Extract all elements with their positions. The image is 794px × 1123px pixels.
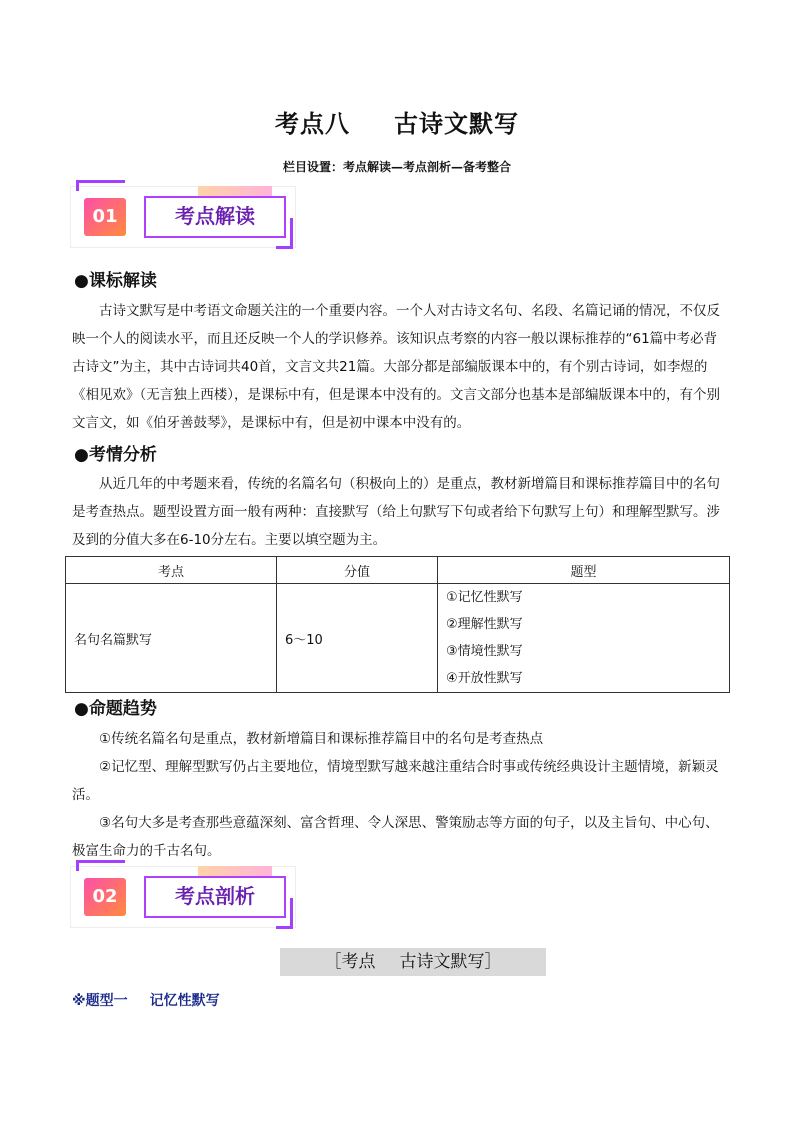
heading-kaoqing: ●考情分析: [74, 445, 157, 465]
heading-trend: ●命题趋势: [74, 699, 157, 719]
type-item: ③情境性默写: [446, 644, 523, 659]
title-part-b: 古诗文默写: [394, 110, 519, 138]
paragraph-kebiao: 古诗文默写是中考语文命题关注的一个重要内容。一个人对古诗文名句、名段、名篇记诵的情况，不仅反映一个人的阅读水平，而且还反映一个人的学识修养。该知识点考察的内容一般以课标推荐的“61篇中考必背古诗文”为主，其中古诗词共40首，文言文共21篇。大部分都是部编版课本中的，有个别古诗词，如李煜的《相见欢》（无言独上西楼），是课标中有，但是课本中没有的。文言文部分也基本是部编版课本中的，有个别文言文，如《伯牙善鼓琴》，是课标中有，但是初中课本中没有的。: [72, 303, 720, 431]
table-cell-point: 名句名篇默写: [66, 584, 277, 693]
badge-number: 02: [84, 878, 126, 916]
section-bar-part-b: 古诗文默写］: [399, 952, 502, 972]
trend-list: [72, 725, 724, 865]
table-header: 考点: [66, 557, 277, 584]
badge-kaodian-jiedu: [70, 186, 298, 254]
table-cell-score: 6～10: [277, 584, 438, 693]
page-title: [0, 104, 794, 139]
badge-label: 考点解读: [144, 196, 286, 238]
exam-info-table: [65, 556, 730, 693]
type-item: ②理解性默写: [446, 617, 523, 632]
section-title-bar: [280, 948, 546, 976]
list-item: ①传统名篇名句是重点，教材新增篇目和课标推荐篇目中的名句是考查热点: [99, 731, 544, 747]
title-part-a: 考点八: [275, 110, 350, 138]
question-type-number: ※题型一: [72, 993, 128, 1009]
column-setting: 栏目设置：考点解读—考点剖析—备考整合: [282, 160, 511, 174]
heading-kebiao: ●课标解读: [74, 271, 157, 291]
badge-label: 考点剖析: [144, 876, 286, 918]
type-item: ①记忆性默写: [446, 590, 523, 605]
type-item: ④开放性默写: [446, 671, 523, 686]
table-header-row: [66, 557, 730, 584]
badge-kaodian-pouxi: [70, 866, 298, 934]
table-header: 分值: [277, 557, 438, 584]
question-type-heading: [72, 990, 220, 1010]
table-cell-types: [438, 584, 730, 693]
question-type-name: 记忆性默写: [149, 993, 220, 1009]
table-header: 题型: [438, 557, 730, 584]
paragraph-kaoqing: 从近几年的中考题来看，传统的名篇名句（积极向上的）是重点，教材新增篇目和课标推荐篇目中的名句是考查热点。题型设置方面一般有两种：直接默写（给上句默写下句或者给下句默写上句）和理解型默写。涉及到的分值大多在6-10分左右。主要以填空题为主。: [72, 476, 720, 548]
badge-number: 01: [84, 198, 126, 236]
section-bar-part-a: ［考点: [324, 952, 376, 972]
list-item: ③名句大多是考查那些意蕴深刻、富含哲理、令人深思、警策励志等方面的句子，以及主旨句、中心句、极富生命力的千古名句。: [72, 815, 719, 859]
table-row: [66, 584, 730, 693]
list-item: ②记忆型、理解型默写仍占主要地位，情境型默写越来越注重结合时事或传统经典设计主题情境，新颖灵活。: [72, 759, 719, 803]
